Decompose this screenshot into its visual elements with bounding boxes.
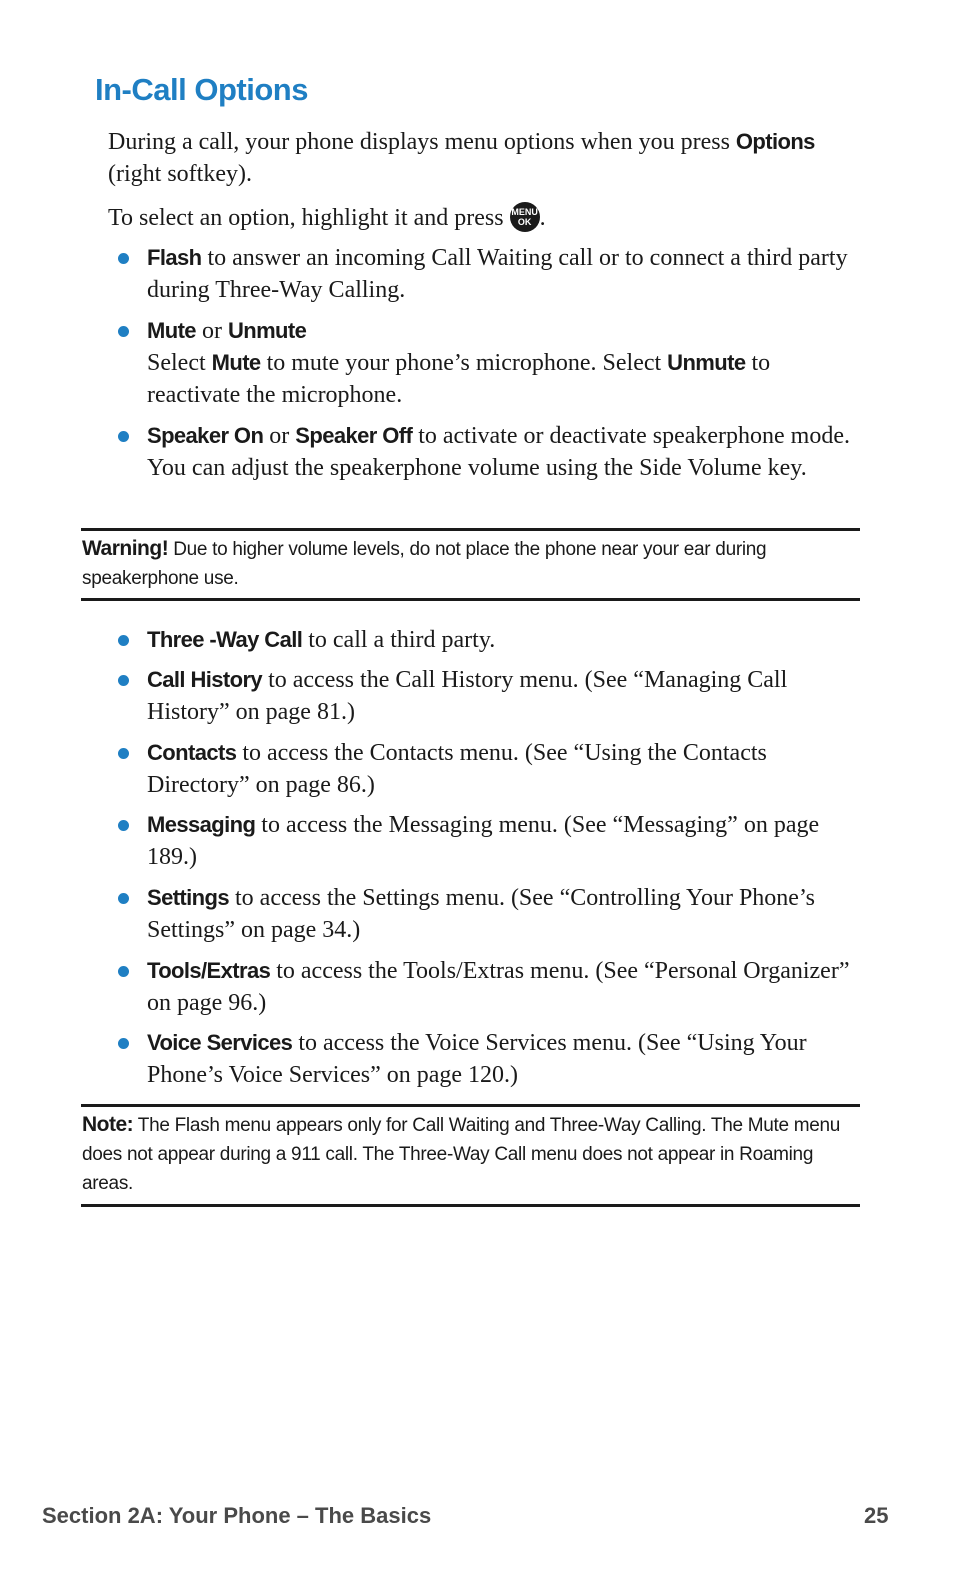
mute-desc-c: to reactivate the microphone. bbox=[147, 350, 771, 408]
bullet-icon bbox=[118, 893, 129, 904]
list-item bbox=[147, 955, 862, 1019]
mute-desc-b: to mute your phone’s microphone. Select bbox=[260, 350, 668, 376]
warning-label: Warning! bbox=[82, 537, 169, 560]
select-tail: . bbox=[539, 205, 546, 231]
list-item-speaker bbox=[147, 420, 862, 484]
bullet-icon bbox=[118, 966, 129, 977]
page-title: In-Call Options bbox=[95, 72, 308, 107]
bullet-icon bbox=[118, 326, 129, 337]
speaker-on-key-label: Speaker On bbox=[147, 423, 264, 448]
bullet-icon bbox=[118, 431, 129, 442]
bullet-icon bbox=[118, 253, 129, 264]
select-text: To select an option, highlight it and press bbox=[108, 205, 504, 231]
warning-text: Due to higher volume levels, do not place the phone near your ear during speakerphone use. bbox=[82, 539, 767, 589]
unmute-key-label: Unmute bbox=[227, 318, 307, 343]
list-item bbox=[147, 624, 862, 656]
intro-paragraph bbox=[108, 126, 868, 190]
list-item bbox=[147, 882, 862, 946]
option-description: to access the Messaging menu. (See “Messaging” on page 189.) bbox=[147, 812, 820, 870]
warning-top-rule bbox=[81, 528, 860, 531]
bullet-icon bbox=[118, 675, 129, 686]
flash-description: to answer an incoming Call Waiting call or to connect a third party during Three-Way Calling. bbox=[147, 245, 848, 303]
ok-key-label: OK bbox=[517, 217, 532, 228]
note-callout bbox=[82, 1110, 852, 1198]
or-text: or bbox=[263, 423, 296, 449]
option-description: to access the Contacts menu. (See “Using the Contacts Directory” on page 86.) bbox=[147, 740, 767, 798]
list-item-flash bbox=[147, 242, 862, 306]
option-key-label: Call History bbox=[147, 667, 263, 692]
flash-key-label: Flash bbox=[147, 245, 202, 270]
intro-tail: (right softkey). bbox=[108, 161, 252, 187]
bullet-icon bbox=[118, 635, 129, 646]
footer-page-number: 25 bbox=[864, 1503, 889, 1528]
select-instruction bbox=[108, 202, 868, 234]
warning-callout bbox=[82, 534, 852, 593]
bullet-icon bbox=[118, 748, 129, 759]
list-item-mute bbox=[147, 315, 862, 411]
mute-key-inline: Mute bbox=[211, 350, 261, 375]
option-description: to access the Call History menu. (See “Managing Call History” on page 81.) bbox=[147, 667, 788, 725]
list-item bbox=[147, 1027, 862, 1091]
option-description: to access the Settings menu. (See “Controlling Your Phone’s Settings” on page 34.) bbox=[147, 885, 815, 943]
unmute-key-inline: Unmute bbox=[667, 350, 746, 375]
option-description: to call a third party. bbox=[302, 627, 496, 653]
speaker-description: to activate or deactivate speakerphone mode. You can adjust the speakerphone volume using the Side Volume key. bbox=[147, 423, 850, 481]
options-key-label: Options bbox=[735, 129, 815, 154]
note-top-rule bbox=[81, 1104, 860, 1107]
list-item bbox=[147, 737, 862, 801]
bullet-icon bbox=[118, 1038, 129, 1049]
speaker-off-key-label: Speaker Off bbox=[295, 423, 413, 448]
option-key-label: Settings bbox=[147, 885, 229, 910]
list-item bbox=[147, 809, 862, 873]
option-key-label: Three -Way Call bbox=[147, 627, 303, 652]
intro-text: During a call, your phone displays menu options when you press bbox=[108, 129, 730, 155]
bullet-icon bbox=[118, 820, 129, 831]
note-label: Note: bbox=[82, 1113, 134, 1136]
note-bottom-rule bbox=[81, 1204, 860, 1207]
menu-key-label: MENU bbox=[511, 207, 538, 218]
mute-desc-a: Select bbox=[147, 350, 212, 376]
list-item bbox=[147, 664, 862, 728]
option-key-label: Voice Services bbox=[147, 1030, 293, 1055]
footer-section-title: Section 2A: Your Phone – The Basics bbox=[42, 1503, 432, 1528]
option-description: to access the Tools/Extras menu. (See “Personal Organizer” on page 96.) bbox=[147, 958, 850, 1016]
note-text: The Flash menu appears only for Call Waiting and Three-Way Calling. The Mute menu does not appear during a 911 call. The Three-Way Call menu does not appear in Roaming areas. bbox=[82, 1115, 841, 1194]
mute-key-label: Mute bbox=[147, 318, 196, 343]
or-text: or bbox=[195, 318, 228, 344]
warning-bottom-rule bbox=[81, 598, 860, 601]
option-key-label: Contacts bbox=[147, 740, 237, 765]
option-description: to access the Voice Services menu. (See “Using Your Phone’s Voice Services” on page 120.) bbox=[147, 1030, 807, 1088]
option-key-label: Tools/Extras bbox=[147, 958, 271, 983]
menu-ok-key-icon bbox=[510, 202, 540, 232]
option-key-label: Messaging bbox=[147, 812, 256, 837]
